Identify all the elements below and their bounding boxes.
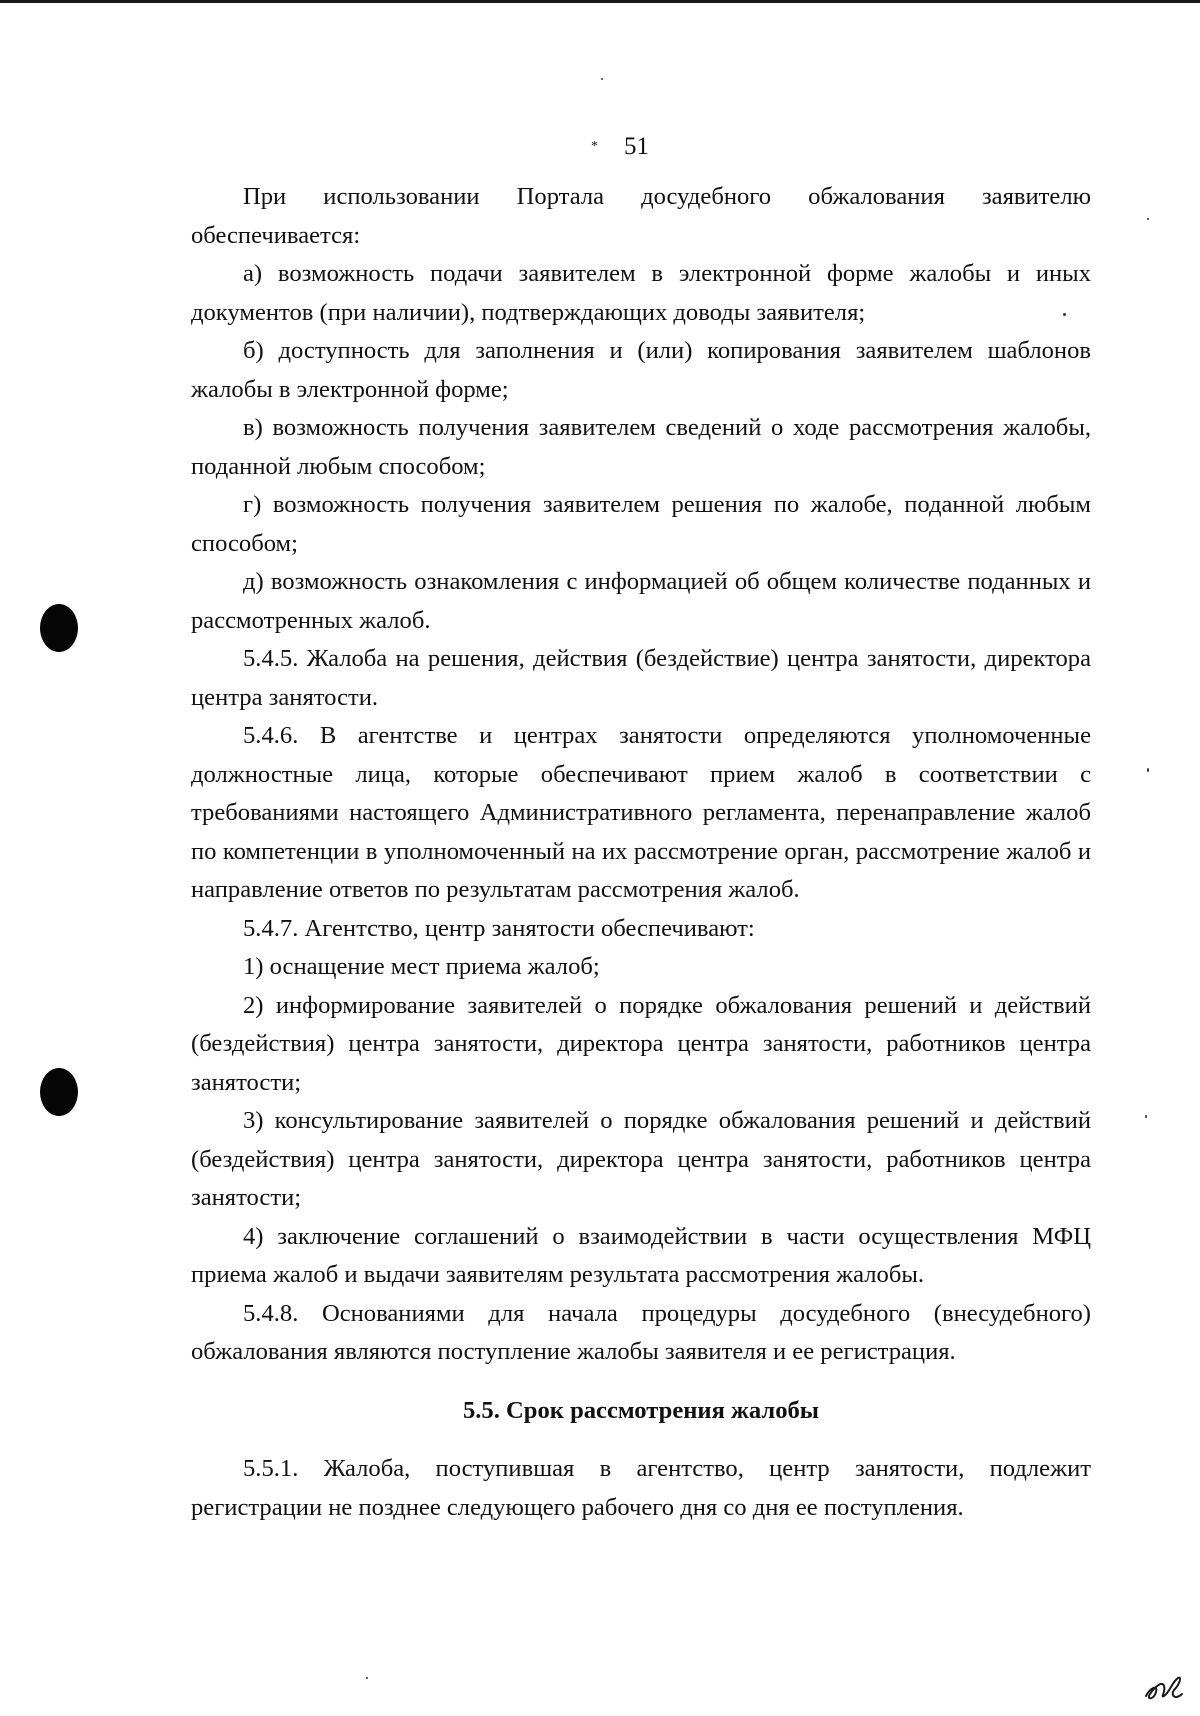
paragraph: 5.5.1. Жалоба, поступившая в агентство, центр занятости, подлежит регистрации не позднее следующего рабочего дня со дня ее поступления.	[191, 1455, 1091, 1521]
page-number	[0, 132, 1200, 162]
document-body	[191, 178, 1091, 1527]
scan-speck	[1147, 218, 1149, 220]
paragraph: 1) оснащение мест приема жалоб;	[243, 953, 600, 980]
handwritten-mark	[1142, 1670, 1186, 1704]
scan-speck	[1147, 768, 1149, 772]
scan-speck	[1063, 313, 1066, 316]
scan-top-edge	[0, 0, 1200, 3]
punch-hole	[40, 1068, 78, 1116]
paragraph: г) возможность получения заявителем решения по жалобе, поданной любым способом;	[191, 491, 1091, 557]
paragraph: 5.4.6. В агентстве и центрах занятости определяются уполномоченные должностные лица, которые обеспечивают прием жалоб в соответствии с требованиями настоящего Административного регламента, перенаправление жалоб по компетенции в уполномоченный на их рассмотрение орган, рассмотрение жалоб и направление ответов по результатам рассмотрения жалоб.	[191, 722, 1091, 903]
section-heading: 5.5. Срок рассмотрения жалобы	[462, 1396, 819, 1424]
paragraph: а) возможность подачи заявителем в электронной форме жалобы и иных документов (при наличии), подтверждающих доводы заявителя;	[191, 260, 1091, 326]
page-number-text: 51	[624, 133, 649, 160]
paragraph: 5.4.5. Жалоба на решения, действия (бездействие) центра занятости, директора центра занятости.	[191, 645, 1091, 711]
paragraph: в) возможность получения заявителем сведений о ходе рассмотрения жалобы, поданной любым способом;	[191, 414, 1091, 480]
scan-mark: *	[591, 139, 598, 154]
paragraph: 5.4.8. Основаниями для начала процедуры досудебного (внесудебного) обжалования являются поступление жалобы заявителя и ее регистрация.	[191, 1299, 1091, 1365]
scan-speck	[366, 1677, 368, 1679]
scan-speck	[601, 78, 603, 80]
paragraph: 2) информирование заявителей о порядке обжалования решений и действий (бездействия) центра занятости, директора центра занятости, работников центра занятости;	[191, 991, 1091, 1096]
paragraph: б) доступность для заполнения и (или) копирования заявителем шаблонов жалобы в электронной форме;	[191, 337, 1091, 403]
punch-hole	[40, 604, 78, 652]
paragraph: д) возможность ознакомления с информацией об общем количестве поданных и рассмотренных жалоб.	[191, 568, 1091, 634]
scan-speck	[1145, 1115, 1147, 1118]
paragraph: 4) заключение соглашений о взаимодействии в части осуществления МФЦ приема жалоб и выдачи заявителям результата рассмотрения жалобы.	[191, 1222, 1091, 1288]
paragraph: 3) консультирование заявителей о порядке обжалования решений и действий (бездействия) центра занятости, директора центра занятости, работников центра занятости;	[191, 1107, 1091, 1211]
paragraph: 5.4.7. Агентство, центр занятости обеспечивают:	[243, 914, 755, 942]
paragraph: При использовании Портала досудебного обжалования заявителю обеспечивается:	[191, 183, 1091, 249]
